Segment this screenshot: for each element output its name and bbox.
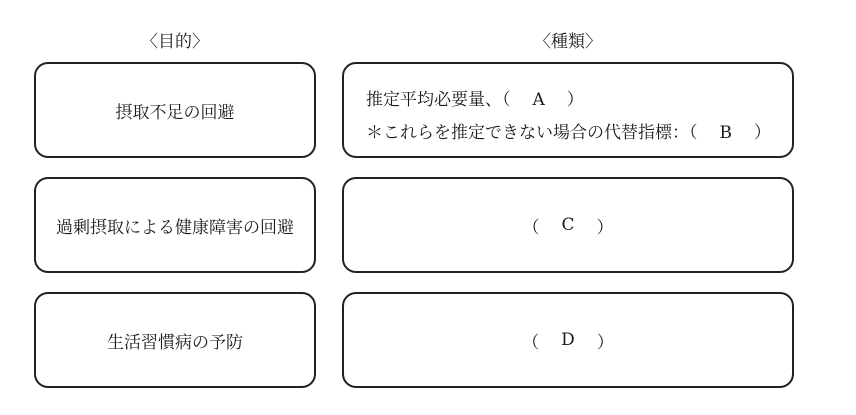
purpose-box-2 [34, 177, 316, 273]
type-box-3 [342, 292, 794, 388]
type-header: 〈種類〉 [534, 32, 602, 52]
type-box-2 [342, 177, 794, 273]
blank-d-open: （ [522, 332, 540, 353]
purpose-label-3: 生活習慣病の予防 [107, 332, 243, 353]
type-line-1-suffix: ） [566, 90, 584, 110]
purpose-header: 〈目的〉 [141, 32, 209, 52]
blank-d: D [561, 330, 575, 350]
blank-a: A [532, 90, 545, 110]
purpose-label-2: 過剰摂取による健康障害の回避 [56, 217, 294, 238]
type-line-2-suffix: ） [754, 123, 771, 143]
purpose-box-1 [34, 62, 316, 158]
type-line-2-prefix: ＊これらを推定できない場合の代替指標：（ [366, 123, 698, 143]
type-line-2 [366, 117, 792, 150]
blank-d-close: ） [596, 332, 614, 353]
purpose-label-1: 摂取不足の回避 [115, 102, 235, 123]
type-box-1 [342, 62, 794, 158]
purpose-box-3 [34, 292, 316, 388]
blank-c-open: （ [522, 217, 540, 238]
blank-c: C [561, 215, 575, 235]
blank-c-close: ） [596, 217, 614, 238]
type-line-1-prefix: 推定平均必要量、（ [366, 90, 511, 110]
blank-b: B [719, 123, 732, 143]
type-line-1 [366, 84, 792, 117]
